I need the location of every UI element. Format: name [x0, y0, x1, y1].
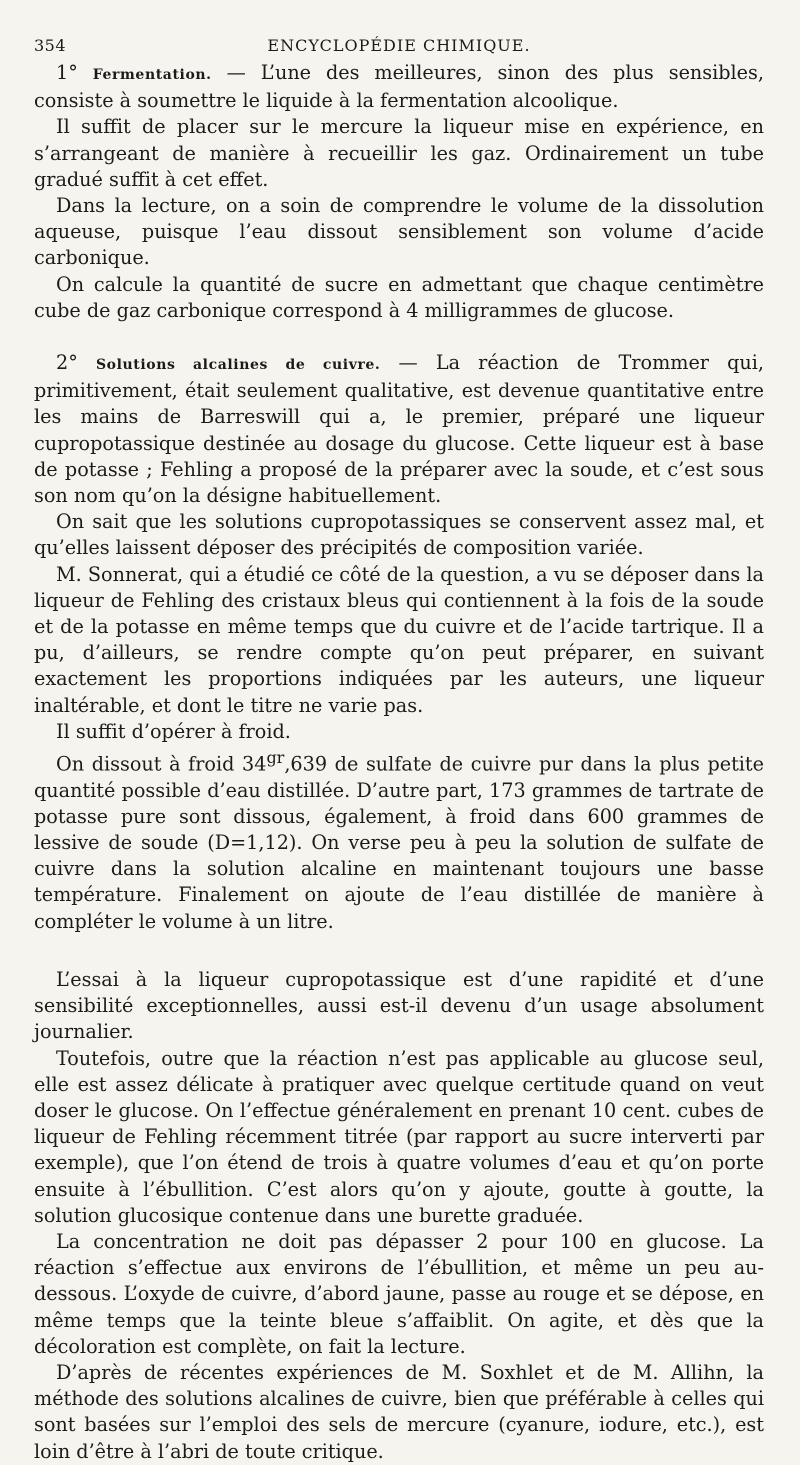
paragraph: L’essai à la liqueur cupropotassique est d’une rapidité et d’une sensibilité exceptionnelles, aussi est-il devenu d’un usage absolument journalier.: [34, 967, 764, 1044]
paragraph: Toutefois, outre que la réaction n’est pas applicable au glucose seul, elle est assez délicate à pratiquer avec quelque certitude quand on veut doser le glucose. On l’effectue généralement en prenant 10 cent. cubes de liqueur de Fehling récemment titrée (par rapport au sucre interverti par exemple), que l’on étend de trois à quatre volumes d’eau et qu’on porte ensuite à l’ébullition. C’est alors qu’on y ajoute, goutte à goutte, la solution glucosique contenue dans une burette graduée.: [34, 1046, 764, 1227]
paragraph: D’après de récentes expériences de M. Soxhlet et de M. Allihn, la méthode des solutions alcalines de cuivre, bien que préférable à celles qui sont basées sur l’emploi des sels de mercure (cyanure, iodure, etc.), est loin d’être à l’abri de toute critique.: [34, 1360, 764, 1463]
paragraph: On calcule la quantité de sucre en admettant que chaque centimètre cube de gaz carbonique correspond à 4 milligrammes de glucose.: [34, 272, 764, 322]
paragraph: Il suffit d’opérer à froid.: [56, 719, 291, 743]
section-number: 2°: [56, 351, 78, 375]
running-title: ENCYCLOPÉDIE CHIMIQUE.: [267, 36, 531, 55]
page-number: 354: [34, 36, 67, 55]
solutions-heading-paragraph: [34, 350, 764, 509]
paragraph: On sait que les solutions cupropotassiques se conservent assez mal, et qu’elles laissent déposer des précipités de composition variée.: [34, 510, 764, 560]
section-title-solutions: Solutions alcalines de cuivre.: [95, 357, 381, 374]
paragraph: La concentration ne doit pas dépasser 2 pour 100 en glucose. La réaction s’effectue aux environs de l’ébullition, et même un peu au-dessous. L’oxyde de cuivre, d’abord jaune, passe au rouge et se dépose, en même temps que la teinte bleue s’affaiblit. On agite, et dès que la décoloration est complète, on fait la lecture.: [34, 1229, 764, 1358]
paragraph: Il suffit de placer sur le mercure la liqueur mise en expérience, en s’arrangeant de manière à recueillir les gaz. Ordinairement un tube gradué suffit à cet effet.: [34, 115, 764, 191]
unit-superscript: gr: [266, 748, 285, 768]
paragraph-recipe: On dissout à froid $34^{gr},639$ de sulfate de cuivre pur dans la plus petite quantité possible d’eau distillée. D’autre part, 173 grammes de tartrate de potasse pure sont dissous, également, à froid dans 600 grammes de lessive de soude (D=1,12). On verse peu à peu la solution de sulfate de cuivre dans la solution alcaline en maintenant toujours une basse température. Finalement on ajoute de l’eau distillée de manière à compléter le volume à un litre.: [34, 748, 765, 933]
paragraph: Dans la lecture, on a soin de comprendre le volume de la dissolution aqueuse, puisque l’eau dissout sensiblement son volume d’acide carbonique.: [34, 194, 764, 270]
paragraph-text: — La réaction de Trommer qui, primitivement, était seulement qualitative, est devenue quantitative entre les mains de Barreswill qui a, le premier, préparé une liqueur cupropotassique destinée au dosage du glucose. Cette liqueur est à base de potasse ; Fehling a proposé de la préparer avec la soude, et c’est sous son nom qu’on la désigne habituellement.: [34, 351, 764, 508]
paragraph: M. Sonnerat, qui a étudié ce côté de la question, a vu se déposer dans la liqueur de Fehling des cristaux bleus qui contiennent à la fois de la soude et de la potasse en même temps que du cuivre et de l’acide tartrique. Il a pu, d’ailleurs, se rendre compte qu’on peut préparer, en suivant exactement les proportions indiquées par les auteurs, une liqueur inaltérable, et dont le titre ne varie pas.: [34, 562, 764, 717]
paragraph-text: — L’une des meilleures, sinon des plus sensibles, consiste à soumettre le liquide à la fermentation alcoolique.: [34, 61, 764, 113]
section-gap: [34, 935, 764, 967]
section-gap: [34, 324, 764, 350]
section-number: 1°: [56, 61, 78, 84]
running-head: [34, 30, 764, 60]
body-text: [34, 60, 764, 1465]
section-title-fermentation: Fermentation.: [92, 67, 212, 83]
fermentation-heading-paragraph: [34, 60, 764, 114]
